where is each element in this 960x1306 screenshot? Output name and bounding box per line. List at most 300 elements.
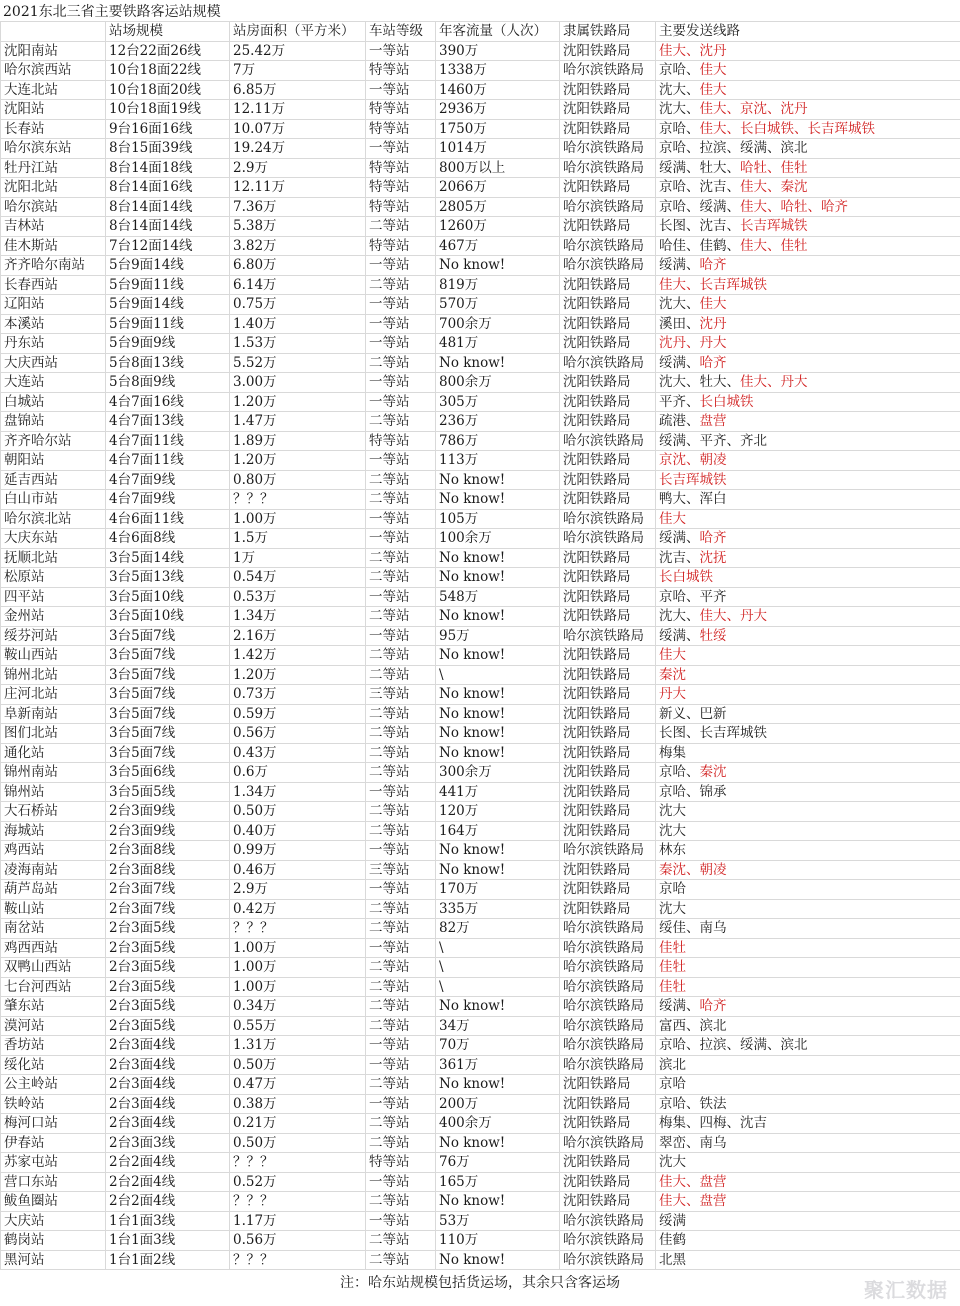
cell-bureau: 沈阳铁路局 xyxy=(560,1192,656,1211)
cell-routes xyxy=(656,139,960,158)
route-highlight: 京沈、朝凌 xyxy=(659,452,727,468)
cell-station: 凌海南站 xyxy=(0,861,106,880)
cell-area: 1.5万 xyxy=(230,529,366,548)
table-row xyxy=(0,627,960,647)
table-row xyxy=(0,276,960,296)
cell-flow: No know! xyxy=(436,1075,560,1094)
cell-routes xyxy=(656,588,960,607)
cell-grade: 一等站 xyxy=(366,627,436,646)
route-text: 绥满、 xyxy=(659,627,700,644)
cell-area: 0.38万 xyxy=(230,1095,366,1114)
cell-scale: 2台3面4线 xyxy=(106,1095,230,1114)
cell-flow: No know! xyxy=(436,471,560,490)
table-row xyxy=(0,159,960,179)
table-row xyxy=(0,549,960,569)
cell-bureau: 沈阳铁路局 xyxy=(560,666,656,685)
cell-area: 1.47万 xyxy=(230,412,366,431)
cell-routes xyxy=(656,276,960,295)
cell-area: 1.00万 xyxy=(230,978,366,997)
cell-scale: 3台5面7线 xyxy=(106,627,230,646)
cell-grade: 二等站 xyxy=(366,978,436,997)
cell-scale: 4台6面8线 xyxy=(106,529,230,548)
header-grade: 车站等级 xyxy=(366,22,436,41)
route-highlight: 盘营 xyxy=(699,413,727,429)
cell-area: 0.42万 xyxy=(230,900,366,919)
cell-bureau: 沈阳铁路局 xyxy=(560,1173,656,1192)
cell-scale: 2台3面5线 xyxy=(106,939,230,958)
cell-bureau: 沈阳铁路局 xyxy=(560,900,656,919)
route-text: 沈大 xyxy=(659,900,686,917)
table-row xyxy=(0,1212,960,1232)
route-highlight: 佳大、京沈、沈丹 xyxy=(699,101,808,117)
cell-scale: 2台2面4线 xyxy=(106,1192,230,1211)
cell-area: 0.43万 xyxy=(230,744,366,763)
cell-scale: 4台7面11线 xyxy=(106,432,230,451)
cell-grade: 二等站 xyxy=(366,744,436,763)
cell-grade: 一等站 xyxy=(366,256,436,275)
cell-bureau: 沈阳铁路局 xyxy=(560,568,656,587)
cell-station: 辽阳站 xyxy=(0,295,106,314)
cell-area: ？？？ xyxy=(230,490,366,509)
cell-routes xyxy=(656,529,960,548)
cell-flow: 53万 xyxy=(436,1212,560,1231)
cell-station: 沈阳南站 xyxy=(0,42,106,61)
cell-station: 松原站 xyxy=(0,568,106,587)
cell-routes xyxy=(656,451,960,470)
route-highlight: 长白城铁 xyxy=(699,393,754,410)
cell-grade: 特等站 xyxy=(366,120,436,139)
cell-flow: No know! xyxy=(436,997,560,1016)
cell-scale: 2台3面3线 xyxy=(106,1134,230,1153)
cell-flow: 441万 xyxy=(436,783,560,802)
cell-routes xyxy=(656,1251,960,1270)
table-row xyxy=(0,1095,960,1115)
cell-area: 1.17万 xyxy=(230,1212,366,1231)
route-highlight: 秦沈 xyxy=(659,666,686,683)
route-text: 梅集 xyxy=(659,744,686,761)
cell-bureau: 哈尔滨铁路局 xyxy=(560,1056,656,1075)
cell-scale: 7台12面14线 xyxy=(106,237,230,256)
route-text: 京哈、 xyxy=(659,62,700,78)
cell-bureau: 沈阳铁路局 xyxy=(560,607,656,626)
cell-scale: 5台9面9线 xyxy=(106,334,230,353)
route-highlight: 佳大、长白城铁、长吉珲城铁 xyxy=(699,120,875,137)
cell-routes xyxy=(656,120,960,139)
cell-grade: 特等站 xyxy=(366,178,436,197)
route-highlight: 哈齐 xyxy=(699,257,727,273)
table-row xyxy=(0,139,960,159)
cell-station: 梅河口站 xyxy=(0,1114,106,1133)
cell-scale: 5台9面11线 xyxy=(106,276,230,295)
cell-area: 0.21万 xyxy=(230,1114,366,1133)
cell-flow: No know! xyxy=(436,1134,560,1153)
cell-station: 抚顺北站 xyxy=(0,549,106,568)
route-highlight: 佳牡 xyxy=(659,978,686,995)
cell-grade: 一等站 xyxy=(366,939,436,958)
cell-routes xyxy=(656,1231,960,1250)
cell-routes xyxy=(656,958,960,977)
cell-grade: 二等站 xyxy=(366,1134,436,1153)
cell-area: 1.34万 xyxy=(230,607,366,626)
route-highlight: 哈牡、佳牡 xyxy=(740,159,808,176)
table-row xyxy=(0,1017,960,1037)
cell-scale: 10台18面22线 xyxy=(106,61,230,80)
cell-grade: 二等站 xyxy=(366,763,436,782)
cell-flow: No know! xyxy=(436,549,560,568)
cell-area: 2.9万 xyxy=(230,880,366,899)
cell-area: 0.46万 xyxy=(230,861,366,880)
cell-bureau: 沈阳铁路局 xyxy=(560,373,656,392)
cell-scale: 3台5面7线 xyxy=(106,705,230,724)
cell-scale: 3台5面14线 xyxy=(106,549,230,568)
cell-area: 1.42万 xyxy=(230,646,366,665)
route-text: 新义、巴新 xyxy=(659,705,727,722)
cell-bureau: 哈尔滨铁路局 xyxy=(560,1251,656,1270)
cell-flow: 2936万 xyxy=(436,100,560,119)
route-highlight: 佳大、盘营 xyxy=(659,1173,727,1190)
cell-routes xyxy=(656,354,960,373)
table-row xyxy=(0,685,960,705)
cell-routes xyxy=(656,724,960,743)
cell-area: ？？？ xyxy=(230,919,366,938)
cell-grade: 一等站 xyxy=(366,841,436,860)
route-text: 京哈、拉滨、绥满、滨北 xyxy=(659,1037,808,1053)
route-highlight: 佳大 xyxy=(699,62,727,78)
route-text: 沈大、 xyxy=(659,608,700,624)
cell-routes xyxy=(656,744,960,763)
cell-flow: No know! xyxy=(436,354,560,373)
table-row xyxy=(0,861,960,881)
cell-bureau: 沈阳铁路局 xyxy=(560,471,656,490)
route-highlight: 长吉珲城铁 xyxy=(659,471,727,488)
cell-grade: 二等站 xyxy=(366,666,436,685)
cell-area: 0.56万 xyxy=(230,724,366,743)
route-text: 翠峦、南乌 xyxy=(659,1134,727,1151)
cell-bureau: 沈阳铁路局 xyxy=(560,744,656,763)
cell-flow: 105万 xyxy=(436,510,560,529)
cell-bureau: 沈阳铁路局 xyxy=(560,1075,656,1094)
cell-area: 0.80万 xyxy=(230,471,366,490)
table-row xyxy=(0,939,960,959)
cell-routes xyxy=(656,802,960,821)
cell-area: 0.50万 xyxy=(230,1056,366,1075)
cell-scale: 9台16面16线 xyxy=(106,120,230,139)
cell-area: 19.24万 xyxy=(230,139,366,158)
cell-bureau: 沈阳铁路局 xyxy=(560,334,656,353)
cell-flow: 113万 xyxy=(436,451,560,470)
table-row xyxy=(0,471,960,491)
cell-bureau: 哈尔滨铁路局 xyxy=(560,997,656,1016)
cell-bureau: 沈阳铁路局 xyxy=(560,705,656,724)
cell-scale: 2台3面4线 xyxy=(106,1075,230,1094)
cell-grade: 二等站 xyxy=(366,802,436,821)
cell-area: 7.36万 xyxy=(230,198,366,217)
cell-station: 长春西站 xyxy=(0,276,106,295)
table-row xyxy=(0,958,960,978)
cell-grade: 一等站 xyxy=(366,373,436,392)
cell-station: 庄河北站 xyxy=(0,685,106,704)
cell-station: 白城站 xyxy=(0,393,106,412)
cell-bureau: 沈阳铁路局 xyxy=(560,42,656,61)
cell-grade: 一等站 xyxy=(366,783,436,802)
cell-flow: 170万 xyxy=(436,880,560,899)
cell-flow: 2805万 xyxy=(436,198,560,217)
cell-routes xyxy=(656,217,960,236)
cell-routes xyxy=(656,1153,960,1172)
cell-bureau: 沈阳铁路局 xyxy=(560,880,656,899)
cell-scale: 3台5面10线 xyxy=(106,588,230,607)
route-text: 沈大 xyxy=(659,822,686,839)
cell-grade: 二等站 xyxy=(366,646,436,665)
cell-station: 朝阳站 xyxy=(0,451,106,470)
route-text: 疏港、 xyxy=(659,413,700,429)
cell-grade: 二等站 xyxy=(366,549,436,568)
cell-bureau: 沈阳铁路局 xyxy=(560,763,656,782)
header-routes: 主要发送线路 xyxy=(659,23,740,39)
cell-scale: 2台3面8线 xyxy=(106,841,230,860)
cell-scale: 8台15面39线 xyxy=(106,139,230,158)
cell-flow: 786万 xyxy=(436,432,560,451)
cell-flow: 400余万 xyxy=(436,1114,560,1133)
cell-scale: 5台8面9线 xyxy=(106,373,230,392)
cell-station: 吉林站 xyxy=(0,217,106,236)
header-flow: 年客流量（人次） xyxy=(436,22,560,41)
cell-bureau: 沈阳铁路局 xyxy=(560,412,656,431)
cell-station: 大庆东站 xyxy=(0,529,106,548)
cell-flow: No know! xyxy=(436,724,560,743)
table-row xyxy=(0,1075,960,1095)
route-text: 鸭大、浑白 xyxy=(659,491,727,507)
route-text: 绥满、牡大、 xyxy=(659,159,740,176)
cell-scale: 1台1面3线 xyxy=(106,1212,230,1231)
cell-scale: 4台7面11线 xyxy=(106,451,230,470)
cell-bureau: 哈尔滨铁路局 xyxy=(560,1231,656,1250)
cell-bureau: 哈尔滨铁路局 xyxy=(560,256,656,275)
cell-scale: 2台2面4线 xyxy=(106,1173,230,1192)
cell-scale: 3台5面13线 xyxy=(106,568,230,587)
footnote: 注：哈东站规模包括货运场，其余只含客运场 xyxy=(340,1275,620,1291)
cell-routes xyxy=(656,1192,960,1211)
cell-bureau: 哈尔滨铁路局 xyxy=(560,354,656,373)
cell-bureau: 哈尔滨铁路局 xyxy=(560,432,656,451)
table-row xyxy=(0,100,960,120)
route-text: 绥满、 xyxy=(659,998,700,1014)
cell-scale: 2台3面5线 xyxy=(106,919,230,938)
route-text: 京哈、 xyxy=(659,120,700,137)
table-row xyxy=(0,412,960,432)
cell-scale: 2台3面5线 xyxy=(106,1017,230,1036)
cell-flow: 335万 xyxy=(436,900,560,919)
cell-flow: \ xyxy=(436,978,560,997)
cell-flow: 95万 xyxy=(436,627,560,646)
cell-flow: 2066万 xyxy=(436,178,560,197)
cell-bureau: 哈尔滨铁路局 xyxy=(560,139,656,158)
cell-bureau: 沈阳铁路局 xyxy=(560,295,656,314)
cell-station: 通化站 xyxy=(0,744,106,763)
cell-routes xyxy=(656,471,960,490)
cell-station: 丹东站 xyxy=(0,334,106,353)
cell-flow: 165万 xyxy=(436,1173,560,1192)
cell-flow: 819万 xyxy=(436,276,560,295)
cell-flow: 548万 xyxy=(436,588,560,607)
cell-routes xyxy=(656,81,960,100)
table-row xyxy=(0,42,960,62)
cell-area: 1.20万 xyxy=(230,451,366,470)
cell-bureau: 哈尔滨铁路局 xyxy=(560,939,656,958)
cell-routes xyxy=(656,666,960,685)
cell-grade: 特等站 xyxy=(366,432,436,451)
cell-flow: No know! xyxy=(436,705,560,724)
route-highlight: 佳大 xyxy=(659,510,686,527)
cell-routes xyxy=(656,432,960,451)
cell-area: 1.00万 xyxy=(230,958,366,977)
cell-area: 0.40万 xyxy=(230,822,366,841)
cell-station: 大连北站 xyxy=(0,81,106,100)
route-highlight: 哈齐 xyxy=(699,998,727,1014)
route-highlight: 秦沈、朝凌 xyxy=(659,861,727,878)
cell-grade: 二等站 xyxy=(366,1231,436,1250)
route-text: 京哈、平齐 xyxy=(659,588,727,605)
cell-flow: No know! xyxy=(436,861,560,880)
cell-station: 佳木斯站 xyxy=(0,237,106,256)
cell-routes xyxy=(656,607,960,626)
cell-grade: 一等站 xyxy=(366,393,436,412)
route-text: 沈大、 xyxy=(659,81,700,98)
cell-scale: 5台9面11线 xyxy=(106,315,230,334)
cell-flow: 570万 xyxy=(436,295,560,314)
table-row xyxy=(0,334,960,354)
table-row xyxy=(0,373,960,393)
cell-routes xyxy=(656,61,960,80)
cell-grade: 二等站 xyxy=(366,919,436,938)
cell-grade: 特等站 xyxy=(366,237,436,256)
route-highlight: 佳大、丹大 xyxy=(699,608,767,624)
cell-area: 12.11万 xyxy=(230,100,366,119)
cell-station: 南岔站 xyxy=(0,919,106,938)
cell-grade: 一等站 xyxy=(366,42,436,61)
cell-grade: 二等站 xyxy=(366,412,436,431)
cell-station: 鞍山站 xyxy=(0,900,106,919)
cell-bureau: 沈阳铁路局 xyxy=(560,490,656,509)
cell-routes xyxy=(656,919,960,938)
cell-flow: 110万 xyxy=(436,1231,560,1250)
cell-grade: 二等站 xyxy=(366,490,436,509)
cell-station: 鸡西站 xyxy=(0,841,106,860)
cell-station: 绥芬河站 xyxy=(0,627,106,646)
route-text: 沈吉、 xyxy=(659,549,700,566)
cell-scale: 12台22面26线 xyxy=(106,42,230,61)
cell-station: 大庆西站 xyxy=(0,354,106,373)
cell-grade: 一等站 xyxy=(366,529,436,548)
cell-flow: No know! xyxy=(436,646,560,665)
route-text: 沈大、牡大、 xyxy=(659,374,740,390)
cell-flow: No know! xyxy=(436,490,560,509)
cell-routes xyxy=(656,237,960,256)
cell-bureau: 哈尔滨铁路局 xyxy=(560,1134,656,1153)
cell-scale: 2台3面5线 xyxy=(106,958,230,977)
cell-station: 七台河西站 xyxy=(0,978,106,997)
cell-bureau: 哈尔滨铁路局 xyxy=(560,841,656,860)
cell-grade: 一等站 xyxy=(366,139,436,158)
cell-grade: 三等站 xyxy=(366,685,436,704)
cell-scale: 2台2面4线 xyxy=(106,1153,230,1172)
cell-station: 牡丹江站 xyxy=(0,159,106,178)
route-highlight: 佳大、盘营 xyxy=(659,1193,727,1209)
cell-grade: 二等站 xyxy=(366,276,436,295)
cell-bureau: 沈阳铁路局 xyxy=(560,451,656,470)
cell-bureau: 沈阳铁路局 xyxy=(560,100,656,119)
cell-grade: 一等站 xyxy=(366,588,436,607)
cell-bureau: 哈尔滨铁路局 xyxy=(560,978,656,997)
route-highlight: 沈丹、丹大 xyxy=(659,335,727,351)
cell-grade: 二等站 xyxy=(366,354,436,373)
cell-station: 鞍山西站 xyxy=(0,646,106,665)
cell-grade: 一等站 xyxy=(366,1173,436,1192)
table-row xyxy=(0,432,960,452)
route-highlight: 佳大、丹大 xyxy=(740,374,808,390)
cell-flow: No know! xyxy=(436,744,560,763)
cell-grade: 二等站 xyxy=(366,724,436,743)
cell-flow: No know! xyxy=(436,841,560,860)
route-text: 沈大、 xyxy=(659,296,700,312)
cell-grade: 二等站 xyxy=(366,1192,436,1211)
cell-flow: 1750万 xyxy=(436,120,560,139)
cell-flow: 1014万 xyxy=(436,139,560,158)
cell-routes xyxy=(656,900,960,919)
cell-bureau: 沈阳铁路局 xyxy=(560,588,656,607)
route-highlight: 沈丹 xyxy=(699,42,727,59)
cell-routes xyxy=(656,100,960,119)
cell-station: 大庆站 xyxy=(0,1212,106,1231)
cell-area: 2.16万 xyxy=(230,627,366,646)
route-highlight: 佳大、哈牡、哈齐 xyxy=(740,198,848,215)
cell-routes xyxy=(656,939,960,958)
cell-bureau: 沈阳铁路局 xyxy=(560,276,656,295)
table-row xyxy=(0,822,960,842)
table-row xyxy=(0,61,960,81)
cell-bureau: 哈尔滨铁路局 xyxy=(560,919,656,938)
route-highlight: 沈抚 xyxy=(699,549,727,566)
cell-grade: 一等站 xyxy=(366,295,436,314)
table-row xyxy=(0,919,960,939)
cell-area: 10.07万 xyxy=(230,120,366,139)
route-text: 溪田、 xyxy=(659,315,700,332)
table-row xyxy=(0,81,960,101)
cell-bureau: 哈尔滨铁路局 xyxy=(560,237,656,256)
cell-routes xyxy=(656,783,960,802)
table-row xyxy=(0,841,960,861)
cell-grade: 二等站 xyxy=(366,607,436,626)
cell-grade: 一等站 xyxy=(366,451,436,470)
cell-bureau: 哈尔滨铁路局 xyxy=(560,1212,656,1231)
route-text: 哈佳、佳鹤、 xyxy=(659,237,740,254)
route-text: 林东 xyxy=(659,842,686,858)
cell-routes xyxy=(656,334,960,353)
cell-routes xyxy=(656,178,960,197)
cell-area: 2.9万 xyxy=(230,159,366,178)
header-bureau: 隶属铁路局 xyxy=(560,22,656,41)
cell-scale: 4台7面13线 xyxy=(106,412,230,431)
cell-routes xyxy=(656,1075,960,1094)
cell-scale: 10台18面20线 xyxy=(106,81,230,100)
cell-station: 绥化站 xyxy=(0,1056,106,1075)
cell-area: 0.52万 xyxy=(230,1173,366,1192)
cell-area: 0.6万 xyxy=(230,763,366,782)
cell-area: 5.38万 xyxy=(230,217,366,236)
cell-station: 鸡西西站 xyxy=(0,939,106,958)
table-row xyxy=(0,763,960,783)
cell-area: 0.50万 xyxy=(230,1134,366,1153)
